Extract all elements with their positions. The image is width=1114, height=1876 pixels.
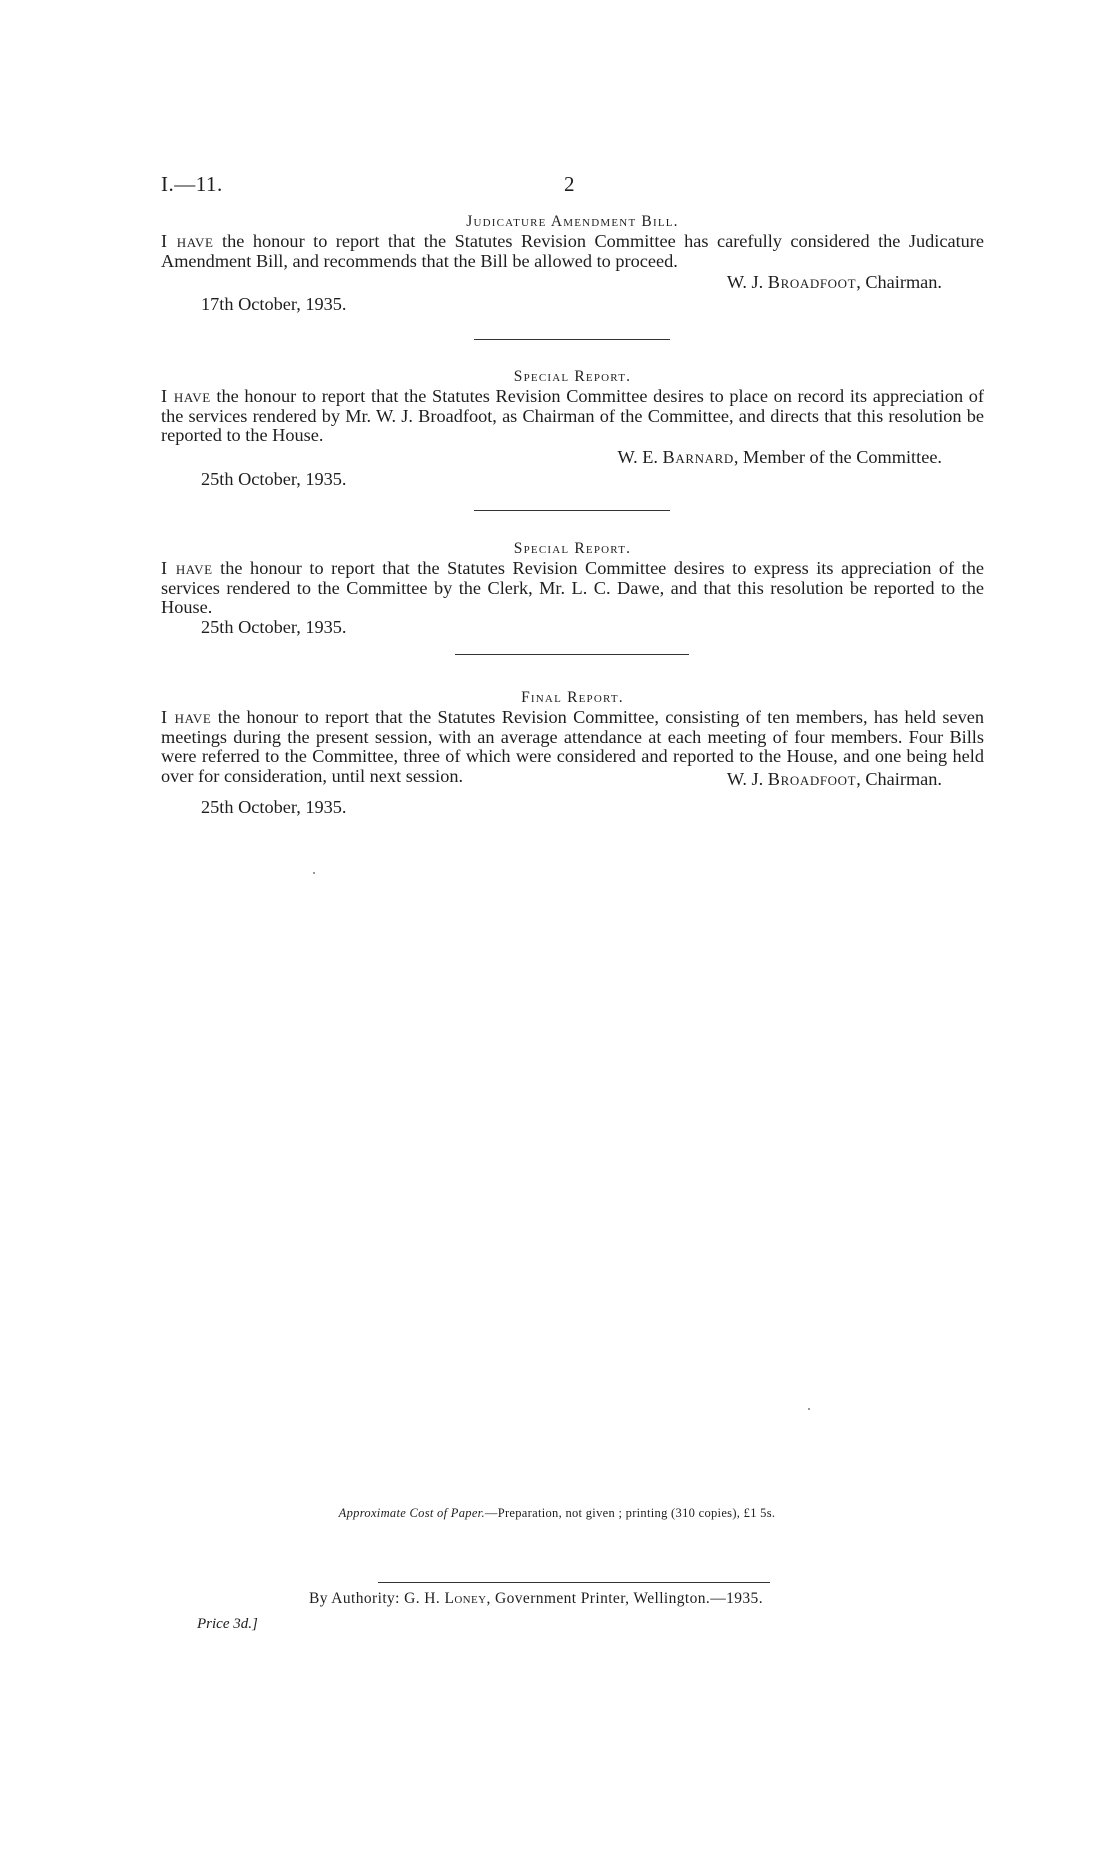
report-date: 17th October, 1935. xyxy=(201,294,347,315)
report-text: the honour to report that the Statutes Revision Committee has carefully considered the Judicature Amendment Bill, and recommends that the Bill be allowed to proceed. xyxy=(161,231,984,271)
signature-title: , Chairman. xyxy=(856,272,942,293)
report-date: 25th October, 1935. xyxy=(201,616,347,637)
price: Price 3d.] xyxy=(197,1616,258,1632)
section-divider xyxy=(474,339,670,340)
signature xyxy=(161,271,984,293)
page-number: 2 xyxy=(564,172,575,196)
report-section-special-1 xyxy=(161,367,984,490)
report-lead: I have xyxy=(161,707,212,727)
section-heading: Special Report. xyxy=(513,540,632,557)
signature-name: Barnard xyxy=(662,446,734,467)
paper-identifier: I.—11. xyxy=(161,172,223,196)
authority-suffix: , Government Printer, Wellington.—1935. xyxy=(486,1590,763,1607)
signature-name: Broadfoot xyxy=(767,769,857,790)
report-date: 25th October, 1935. xyxy=(201,797,347,818)
report-section-special-2 xyxy=(161,539,984,636)
report-text: the honour to report that the Statutes Revision Committee, consisting of ten members, has held seven meetings during the present session, with an average attendance at each meeting of four members. Four Bills were referred to the Committee, three of which were considered and reported to the House, and one being held over for consideration, until next session. xyxy=(161,707,984,786)
cost-of-paper xyxy=(0,1506,1114,1521)
paper-speck xyxy=(313,872,315,874)
report-body xyxy=(161,232,984,271)
signature-name: Broadfoot xyxy=(767,272,857,293)
report-text: the honour to report that the Statutes Revision Committee desires to place on record its appreciation of the services rendered by Mr. W. J. Broadfoot, as Chairman of the Committee, and directs that this resolution be reported to the House. xyxy=(161,386,984,446)
section-heading: Special Report. xyxy=(513,368,632,385)
signature-initials: W. J. xyxy=(726,272,768,293)
printer-name: Loney xyxy=(444,1590,487,1607)
section-divider xyxy=(455,654,689,655)
report-date: 25th October, 1935. xyxy=(201,468,347,489)
report-lead: I have xyxy=(161,231,214,251)
paper-speck xyxy=(808,1408,810,1410)
signature-title: , Chairman. xyxy=(856,769,942,790)
report-section-judicature xyxy=(161,212,984,315)
signature xyxy=(161,446,984,468)
report-body xyxy=(161,387,984,446)
section-heading: Final Report. xyxy=(521,689,624,706)
report-lead: I have xyxy=(161,558,213,578)
cost-label: Approximate Cost of Paper. xyxy=(338,1506,485,1520)
signature-initials: W. E. xyxy=(617,446,663,467)
report-section-final xyxy=(161,688,984,818)
report-text: the honour to report that the Statutes Revision Committee desires to express its appreciation of the services rendered to the Committee by the Clerk, Mr. L. C. Dawe, and that this resolution be reported to the House. xyxy=(161,558,984,618)
report-body xyxy=(161,559,984,618)
signature-title: , Member of the Committee. xyxy=(733,446,942,467)
printer-authority xyxy=(309,1590,763,1608)
authority-prefix: By Authority: G. H. xyxy=(309,1590,445,1607)
section-divider xyxy=(474,510,670,511)
report-lead: I have xyxy=(161,386,211,406)
section-heading: Judicature Amendment Bill. xyxy=(466,213,679,230)
cost-text: —Preparation, not given ; printing (310 copies), £1 5s. xyxy=(484,1506,776,1520)
signature-initials: W. J. xyxy=(726,769,768,790)
footer-divider xyxy=(378,1582,770,1583)
